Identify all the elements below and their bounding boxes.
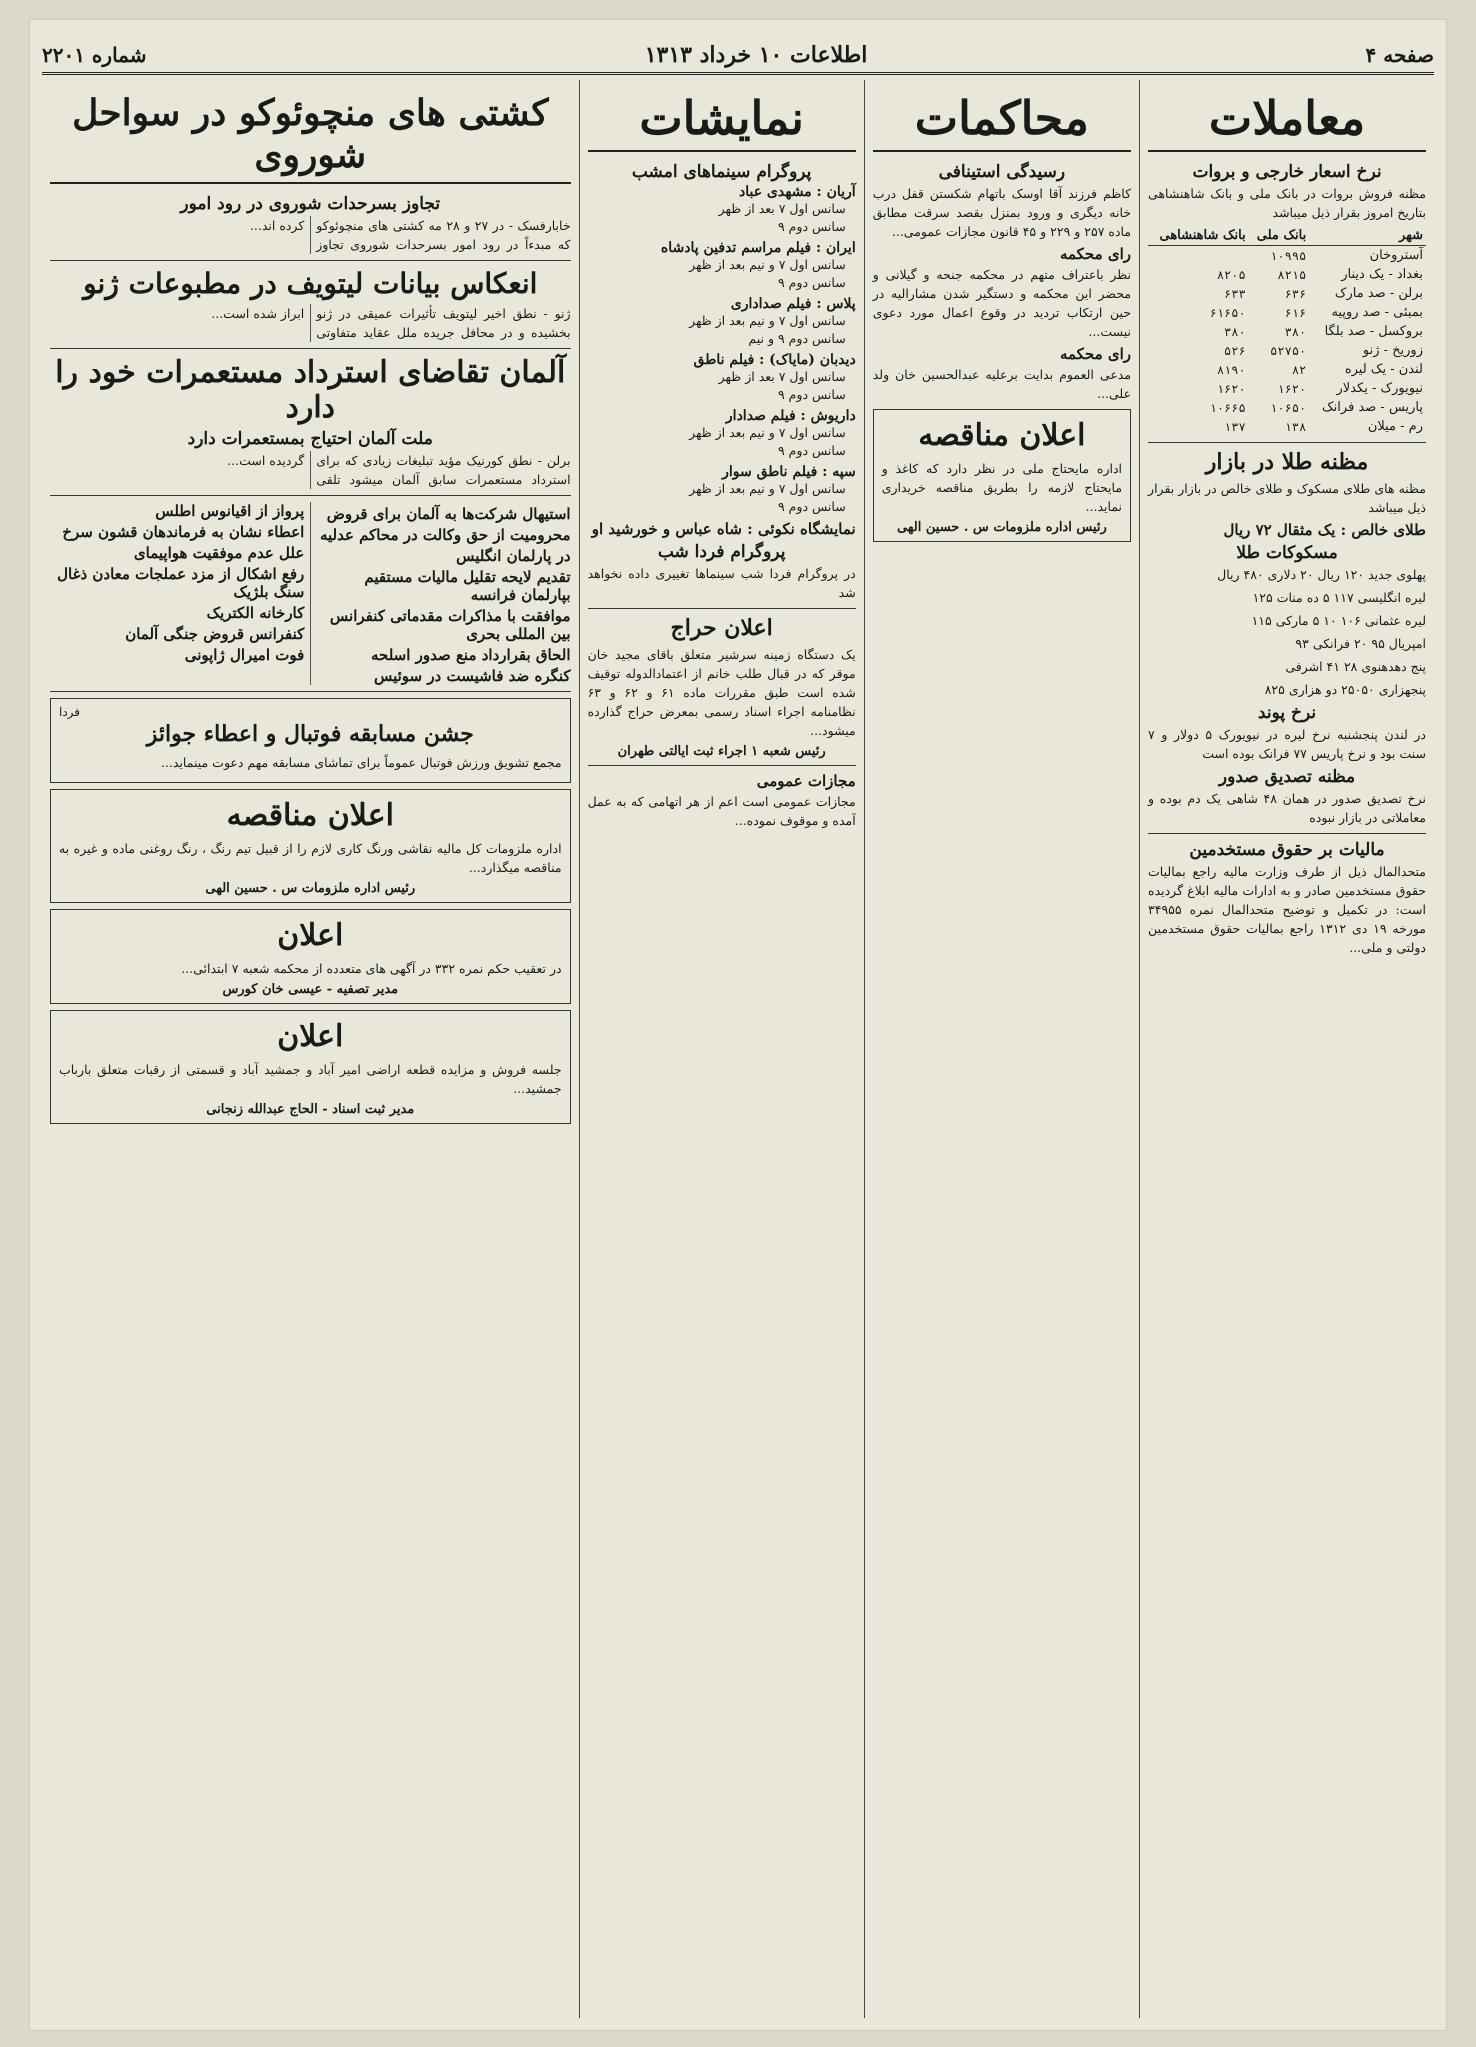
coin-price-line: پنج دهدهنوی ۲۸ ۴۱ اشرفی [1285,659,1426,674]
columns [42,80,1434,2018]
coin-price-line: پنجهزاری ۲۵۰۵۰ دو هزاری ۸۲۵ [1264,682,1426,697]
news-headline-2: انعکاس بیانات لیتویف در مطبوعات ژنو [83,267,538,300]
show-time: سانس اول ۷ بعد از ظهر [718,201,846,216]
fx-melli-cell: ۵۲۷۵۰ [1270,343,1307,358]
cinema-name: آریان : مشهدی عباد [738,184,856,200]
notice-4 [50,1010,571,1124]
cinema-entry [588,184,856,236]
tender2-signature: رئیس اداره ملزومات س . حسین الهی [205,881,416,896]
cinema-name: داریوش : فیلم صدادار [725,408,856,424]
show-time: سانس اول ۷ بعد از ظهر [718,369,846,384]
fx-header-melli: بانک ملی [1249,226,1310,246]
newspaper-page [30,20,1446,2030]
news-brief-title: محرومیت از حق وکالت در محاکم عدلیه [319,526,571,544]
pound-text: در لندن پنجشنبه نرخ لیره در نیویورک ۵ دولار و ۷ سنت بود و نرخ پاریس ۷۷ فرانک بوده است [1148,727,1426,761]
fx-table-header [1148,226,1426,246]
show-time: سانس دوم ۹ [777,499,846,514]
news-text-3: برلن - نطق کورنیک مؤید تبلیغات زیادی که برای استرداد مستعمرات سابق آلمان میشود تلقی گردیده است... [227,453,571,487]
cinema-entry [588,464,856,516]
news-brief-title: علل عدم موفقیت هواپیمای [133,544,305,562]
fx-shahi-cell: ۱۰۶۶۵ [1209,400,1246,415]
fx-table-row [1148,322,1426,341]
fx-intro: مظنه فروش بروات در بانک ملی و بانک شاهنشاهی بتاریخ امروز بقرار ذیل میباشد [1148,186,1426,220]
news-brief-title: در پارلمان انگلیس [456,547,571,565]
divider [50,691,571,692]
tomorrow-heading: پروگرام فردا شب [657,542,786,562]
fx-melli-cell: ۱۶۲۰ [1277,381,1307,396]
divider [1148,442,1426,443]
fx-melli-cell: ۱۰۹۹۵ [1270,248,1307,263]
trials-title: محاکمات [873,92,1131,152]
news-brief-title: کارخانه الکتریک [206,604,305,622]
fx-shahi-cell: ۱۳۷ [1224,419,1246,434]
cinema-list [588,184,856,516]
tax-text: متحدالمال ذیل از طرف وزارت مالیه راجع بمالیات حقوق مستخدمین صادر و به ادارات مالیه ابلاغ گردیده است: در تکمیل و توضیح متحدالمال نمره ۳۴۹۵۵ مورخه ۱۹ دی ۱۳۱۲ راجع بمالیات حقوق مستخدمین دولتی و ملی... [1148,864,1426,955]
fx-city-cell: آستروخان [1369,248,1423,263]
issue-number: شماره ۲۲۰۱ [42,43,147,67]
trials-text2: نظر باعتراف متهم در محکمه جنحه و گیلانی و محضر این محکمه و دستگیر شدن مشارالیه در حین ارتکاب تردید در وقوع اعمال مورد دعوی نیست... [872,267,1132,339]
fx-city-cell: زوریخ - ژنو [1362,343,1423,358]
divider [588,765,856,766]
fx-shahi-cell [1148,246,1249,266]
show-time: سانس اول ۷ و نیم بعد از ظهر [689,481,846,496]
news-text-1: خابارفسک - در ۲۷ و ۲۸ مه کشتی های منچوئوکو که مبدءاً در رود امور بسرحدات شوروی تجاوز کرده اند... [249,218,571,252]
notice4-signature: مدیر ثبت اسناد - الحاج عبدالله زنجانی [206,1102,415,1117]
show-time: سانس اول ۷ و نیم بعد از ظهر [689,257,846,272]
news-brief-title: موافقت با مذاکرات مقدماتی کنفرانس بین المللی بحری [329,607,571,643]
transactions-title: معاملات [1148,92,1426,152]
fx-shahi-cell: ۵۲۶ [1224,343,1246,358]
fx-table-row [1148,303,1426,322]
tender-notice [873,409,1131,542]
news-brief-title: تقدیم لایحه تقلیل مالیات مستقیم بپارلمان فرانسه [364,568,571,604]
issue-date: اطلاعات ۱۰ خرداد ۱۳۱۳ [644,42,868,68]
fx-table-row [1148,417,1426,436]
fx-table-row [1148,265,1426,284]
show-time: سانس دوم ۹ [777,443,846,458]
football-title: جشن مسابقه فوتبال و اعطاء جوائز [146,721,474,747]
fx-melli-cell: ۱۳۸ [1284,419,1307,434]
tender2-title: اعلان مناقصه [226,798,394,833]
cert-text: نرخ تصدیق صدور در همان ۴۸ شاهی یک دم بوده و معاملاتی در بازار نبوده [1148,791,1426,825]
cert-heading: مظنه تصدیق صدور [1218,767,1356,787]
fx-city-cell: بمبئی - صد روپیه [1331,305,1423,320]
gold-intro: مظنه های طلای مسکوک و طلای خالص در بازار بقرار ذیل میباشد [1148,481,1426,515]
notice3-title: اعلان [277,918,344,953]
trials-sub2: رای محکمه [1059,245,1132,263]
tax-heading: مالیات بر حقوق مستخدمین [1189,840,1385,860]
cinema-name: دیدبان (مایاک) : فیلم ناطق [693,352,856,368]
theatre-line: نمایشگاه نکوئی : شاه عباس و خورشید او [591,520,856,538]
news-headline-1: کشتی های منچوئوکو در سواحل شوروی [50,92,571,184]
fx-heading: نرخ اسعار خارجی و بروات [1192,162,1382,182]
fx-melli-cell: ۸۲۱۵ [1277,267,1307,282]
fx-melli-cell: ۱۰۶۵۰ [1270,400,1307,415]
fx-table-row [1148,246,1426,266]
fx-header-city: شهر [1309,226,1426,246]
fx-table-row [1148,284,1426,303]
cinema-entry [588,296,856,348]
notice-3 [50,909,571,1004]
trials-text1: کاظم فرزند آقا اوسک باتهام شکستن قفل درب خانه دیگری و ورود بمنزل بقصد سرقت مطابق ماده ۲۵۷ و ۲۲۹ و ۴۵ قانون مجازات عمومی... [872,186,1132,239]
cinema-name: ایران : فیلم مراسم تدفین پادشاه [660,240,856,256]
shows-title: نمایشات [588,92,856,152]
column-trials [864,80,1139,2018]
show-time: سانس دوم ۹ [777,219,846,234]
cinema-entry [588,240,856,292]
column-shows [579,80,864,2018]
tender-signature: رئیس اداره ملزومات س . حسین الهی [896,520,1107,535]
fx-city-cell: لندن - یک لیره [1344,362,1423,377]
fx-shahi-cell: ۶۳۳ [1224,286,1246,301]
fx-city-cell: رم - میلان [1367,419,1423,434]
auction-text: یک دستگاه زمینه سرشیر متعلق باقای مجید خان موقر که در قبال طلب خانم از اعتمادالدوله توقیف شده است طبق مقررات ماده ۶۱ و ۶۲ و ۶۳ نظامنامه اجراء اسناد رسمی بمعرض حراج گذارده میشود... [587,647,856,738]
gold-pure: طلای خالص : یک مثقال ۷۲ ریال [1223,521,1426,539]
fx-city-cell: بغداد - یک دینار [1341,267,1423,282]
auction-title: اعلان حراج [670,615,773,641]
tender2-text: اداره ملزومات کل مالیه نقاشی ورنگ کاری لازم را از قبیل تیم رنگ ، رنگ روغنی ماده و غیره به مناقصه میگذارد... [58,841,562,875]
cinema-entry [588,352,856,404]
auction-signature: رئیس شعبه ۱ اجراء ثبت ایالتی طهران [617,744,826,759]
coin-price-line: امپریال ۹۵ ۲۰ فرانکی ۹۳ [1295,636,1426,651]
fx-shahi-cell: ۳۸۰ [1224,324,1246,339]
tomorrow-text: در پروگرام فردا شب سینماها تغییری داده نخواهد شد [587,566,856,600]
news-brief-title: الحاق بقرارداد منع صدور اسلحه [370,646,571,664]
football-text: مجمع تشویق ورزش فوتبال عموماً برای تماشای مسابقه مهم دعوت مینماید... [160,755,562,770]
news-sub-3: ملت آلمان احتیاج بمستعمرات دارد [187,429,433,449]
news-headline-3: آلمان تقاضای استرداد مستعمرات خود را دارد [55,355,566,425]
football-tag: فردا [58,705,81,719]
coin-price-line: لیره انگلیسی ۱۱۷ ۵ ده منات ۱۲۵ [1252,590,1426,605]
news-brief-title: کنفرانس قروض جنگی آلمان [125,625,305,643]
coins-list [1148,565,1426,699]
fx-shahi-cell: ۸۲۰۵ [1216,267,1246,282]
article2-title: مجازات عمومی [756,772,856,790]
fx-melli-cell: ۸۲ [1291,362,1307,377]
gold-heading: مظنه طلا در بازار [1205,449,1369,475]
trials-text3: مدعی العموم بدایت برعلیه عبدالحسین خان ولد علی... [872,367,1132,401]
trials-sub1: رسیدگی استینافی [938,162,1066,182]
cinema-name: پلاس : فیلم صداداری [730,296,856,312]
fx-melli-cell: ۶۳۶ [1284,286,1307,301]
fx-melli-cell: ۳۸۰ [1284,324,1307,339]
fx-shahi-cell: ۱۶۲۰ [1216,381,1246,396]
tender-text: اداره مایحتاج ملی در نظر دارد که کاغذ و مایحتاج لازمه را بطریق مناقصه خریداری نماید... [881,461,1123,514]
coins-heading: مسکوکات طلا [1236,543,1338,563]
notice4-title: اعلان [277,1019,344,1054]
fx-table-row [1148,360,1426,379]
fx-city-cell: برلن - صد مارک [1334,286,1423,301]
news-brief-title: رفع اشکال از مزد عملجات معادن ذغال سنگ بلژیک [57,565,305,601]
show-time: سانس اول ۷ و نیم بعد از ظهر [689,313,846,328]
fx-table-body [1148,246,1426,437]
masthead [42,38,1434,75]
news-sub-1: تجاوز بسرحدات شوروی در رود امور [180,194,441,214]
trials-sub3: رای محکمه [1059,345,1132,363]
divider [50,260,571,261]
divider [588,608,856,609]
notice3-text: در تعقیب حکم نمره ۳۳۲ در آگهی های متعدده از محکمه شعبه ۷ ابتدائی... [181,961,562,976]
news-brief-title: اعطاء نشان به فرماندهان قشون سرخ [62,523,305,541]
pound-heading: نرخ پوند [1257,703,1317,723]
divider [50,348,571,349]
notice3-signature: مدیر تصفیه - عیسی خان کورس [222,982,399,997]
divider [50,495,571,496]
fx-table [1148,226,1426,436]
show-time: سانس اول ۷ و نیم بعد از ظهر [689,425,846,440]
tender-title: اعلان مناقصه [918,418,1086,453]
fx-table-row [1148,341,1426,360]
cinema-name: سپه : فیلم ناطق سوار [722,464,856,480]
news-brief-title: پرواز از اقیانوس اطلس [155,502,305,520]
news-brief-title: کنگره ضد فاشیست در سوئیس [373,667,571,685]
article2-text: مجازات عمومی است اعم از هر اتهامی که به عمل آمده و موقوف نموده... [587,794,856,828]
column-transactions [1139,80,1434,2018]
program-heading: پروگرام سینماهای امشب [631,162,812,182]
fx-shahi-cell: ۸۱۹۰ [1216,362,1246,377]
fx-melli-cell: ۶۱۶ [1284,305,1307,320]
cinema-entry [588,408,856,460]
fx-table-row [1148,379,1426,398]
fx-header-shahi: بانک شاهنشاهی [1148,226,1249,246]
divider [1148,833,1426,834]
football-ad [50,698,571,783]
fx-table-row [1148,398,1426,417]
coin-price-line: لیره عثمانی ۱۰۶ ۱۰ ۵ مارکی ۱۱۵ [1251,613,1426,628]
fx-city-cell: نیویورک - یکدلار [1336,381,1423,396]
news-briefs [50,502,571,685]
page-label: صفحه ۴ [1365,43,1434,67]
news-text-2: ژنو - نطق اخیر لیتویف تأثیرات عمیقی در ژنو بخشیده و در محافل جریده ملل عقاید متفاوتی ابراز شده است... [211,306,571,340]
show-time: سانس دوم ۹ [777,275,846,290]
coin-price-line: پهلوی جدید ۱۲۰ ریال ۲۰ دلاری ۴۸۰ ریال [1217,567,1426,582]
show-time: سانس دوم ۹ [777,387,846,402]
tender-notice-2 [50,789,571,903]
notice4-text: جلسه فروش و مزایده قطعه اراضی امیر آباد و جمشید آباد و قسمتی از رقبات متعلق بارباب جمشید... [58,1062,562,1096]
show-time: سانس دوم ۹ و نیم [748,331,846,346]
fx-city-cell: بروکسل - صد بلگا [1324,324,1423,339]
fx-city-cell: پاریس - صد فرانک [1322,400,1423,415]
news-brief-title: فوت امیرال ژاپونی [184,646,305,664]
news-brief-title: استیهال شرکت‌ها به آلمان برای قروض [326,505,571,523]
fx-shahi-cell: ۶۱۶۵۰ [1209,305,1246,320]
column-news [42,80,579,2018]
